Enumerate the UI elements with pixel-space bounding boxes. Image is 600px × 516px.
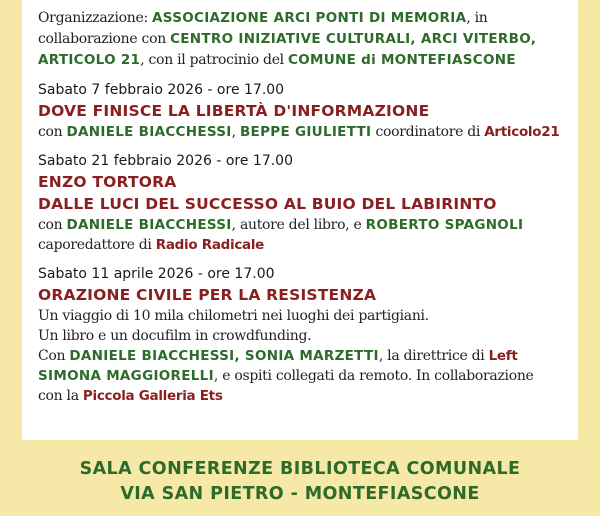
speaker-name: SIMONA MAGGIORELLI	[38, 368, 214, 384]
event-3	[38, 264, 562, 406]
speaker-name: DANIELE BIACCHESSI	[66, 124, 232, 140]
patron-name: COMUNE di MONTEFIASCONE	[288, 52, 516, 68]
event-speakers: con DANIELE BIACCHESSI, BEPPE GIULIETTI coordinatore di Articolo21	[38, 124, 560, 140]
event-description: Un libro e un docufilm in crowdfunding.	[38, 328, 312, 344]
program-card	[22, 0, 578, 440]
venue-name: SALA CONFERENZE BIBLIOTECA COMUNALE	[79, 459, 521, 479]
event-title: DOVE FINISCE LA LIBERTÀ D'INFORMAZIONE	[38, 102, 430, 120]
event-1	[38, 80, 562, 142]
event-description: Un viaggio di 10 mila chilometri nei luoghi dei partigiani.	[38, 308, 429, 324]
organization-name: Piccola Galleria Ets	[82, 388, 223, 404]
event-2	[38, 151, 562, 255]
event-subtitle: DALLE LUCI DEL SUCCESSO AL BUIO DEL LABIRINTO	[38, 195, 497, 213]
event-speakers: Con DANIELE BIACCHESSI, SONIA MARZETTI, la direttrice di Left	[38, 348, 518, 364]
organization-name: Articolo21	[484, 124, 560, 140]
speaker-name: ROBERTO SPAGNOLI	[365, 217, 524, 233]
event-collaboration: con la Piccola Galleria Ets	[38, 388, 223, 404]
event-date: Sabato 21 febbraio 2026 - ore 17.00	[38, 153, 293, 169]
venue-address: VIA SAN PIETRO - MONTEFIASCONE	[120, 484, 480, 504]
event-speakers: con DANIELE BIACCHESSI, autore del libro, e ROBERTO SPAGNOLI	[38, 217, 524, 233]
event-date: Sabato 7 febbraio 2026 - ore 17.00	[38, 82, 285, 98]
speaker-name: DANIELE BIACCHESSI, SONIA MARZETTI	[69, 348, 379, 364]
organization-name: Left	[488, 348, 518, 364]
event-speakers: SIMONA MAGGIORELLI, e ospiti collegati da remoto. In collaborazione	[38, 368, 534, 384]
event-title: ORAZIONE CIVILE PER LA RESISTENZA	[38, 286, 377, 304]
event-date: Sabato 11 aprile 2026 - ore 17.00	[38, 266, 275, 282]
speaker-name: DANIELE BIACCHESSI	[66, 217, 232, 233]
speaker-name: BEPPE GIULIETTI	[239, 124, 372, 140]
organizer-name: ASSOCIAZIONE ARCI PONTI DI MEMORIA	[152, 10, 467, 26]
intro-text: , con il patrocinio del	[140, 52, 289, 68]
organization-name: Radio Radicale	[155, 237, 265, 253]
event-speaker-role: caporedattore di Radio Radicale	[38, 237, 265, 253]
collaborators: CENTRO INIZIATIVE CULTURALI, ARCI VITERBO, ARTICOLO 21	[38, 31, 537, 68]
organization-intro	[38, 8, 562, 71]
intro-text: Organizzazione:	[38, 10, 153, 26]
intro-text: , in collaborazione con	[38, 10, 488, 47]
event-title: ENZO TORTORA	[38, 173, 177, 191]
